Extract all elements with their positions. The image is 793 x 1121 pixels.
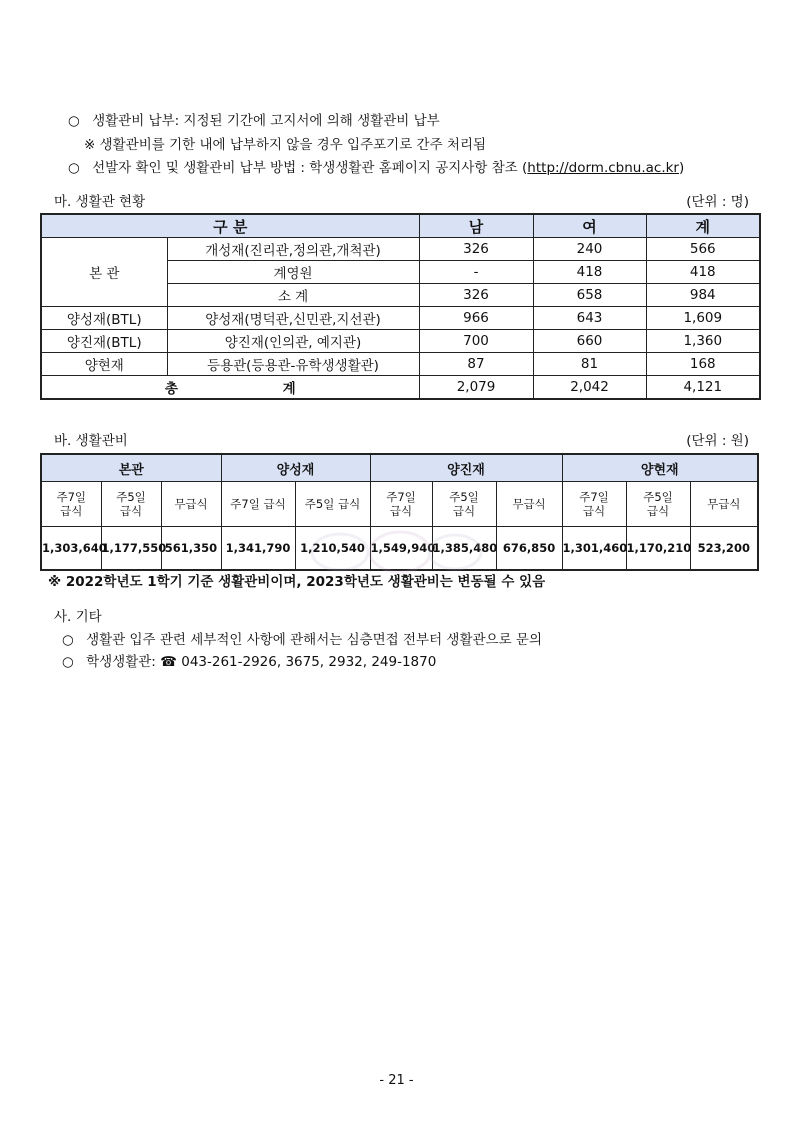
subheader-line: 급식 — [646, 504, 670, 518]
male-cell: - — [419, 261, 533, 284]
name-cell: 양성재(명덕관,신민관,지선관) — [167, 307, 419, 330]
page-number: - 21 - — [379, 1073, 414, 1088]
total-label-b: 계 — [282, 381, 296, 397]
total-cell: 418 — [646, 261, 760, 284]
subheader-cell — [370, 482, 432, 527]
fee-value-cell: 1,385,480 — [432, 527, 496, 571]
fee-group-header-row — [41, 454, 758, 482]
subheader-line: 주5일 — [116, 490, 146, 504]
subheader-cell — [626, 482, 690, 527]
subheader-line: 주5일 — [643, 490, 673, 504]
female-cell: 643 — [533, 307, 646, 330]
group-header: 양진재 — [370, 454, 562, 482]
subheader-line: 주7일 — [579, 490, 609, 504]
total-cell: 566 — [646, 238, 760, 261]
subheader-line: 주7일 — [386, 490, 416, 504]
header-category: 구 분 — [41, 214, 419, 238]
female-cell: 658 — [533, 284, 646, 307]
fee-value-cell: 561,350 — [161, 527, 221, 571]
male-cell: 2,079 — [419, 376, 533, 400]
subheader-line: 급식 — [452, 504, 476, 518]
group-cell: 양진재(BTL) — [41, 330, 167, 353]
total-label-cell — [41, 376, 419, 400]
bullet: ○ — [68, 113, 80, 129]
group-cell: 본 관 — [41, 238, 167, 307]
male-cell: 87 — [419, 353, 533, 376]
male-cell: 326 — [419, 284, 533, 307]
subheader-cell — [432, 482, 496, 527]
subheader-line: 급식 — [582, 504, 606, 518]
group-cell: 양성재(BTL) — [41, 307, 167, 330]
section-ba-unit: (단위 : 원) — [686, 433, 749, 449]
table-header-row — [41, 214, 760, 238]
subheader-line: 급식 — [119, 504, 143, 518]
dormitory-status-table — [40, 213, 761, 400]
name-cell: 양진재(인의관, 예지관) — [167, 330, 419, 353]
total-cell: 4,121 — [646, 376, 760, 400]
female-cell: 2,042 — [533, 376, 646, 400]
subheader-line: 무급식 — [512, 497, 546, 511]
intro-line-3-end: ) — [679, 160, 685, 176]
total-label-a: 총 — [164, 381, 178, 397]
subheader-line: 급식 — [60, 504, 83, 518]
subheader-line: 주7일 — [56, 490, 87, 504]
fee-value-cell: 523,200 — [690, 527, 758, 571]
subheader-cell — [690, 482, 758, 527]
total-cell: 1,360 — [646, 330, 760, 353]
fee-value-cell: 1,177,550 — [101, 527, 161, 571]
section-ma-unit: (단위 : 명) — [686, 194, 749, 210]
intro-line-3-text: 선발자 확인 및 생활관비 납부 방법 : 학생생활관 홈페이지 공지사항 참조 ( — [92, 160, 528, 176]
subheader-line: 무급식 — [707, 497, 741, 511]
intro-line-2: ※ 생활관비를 기한 내에 납부하지 않을 경우 입주포기로 간주 처리됨 — [84, 137, 487, 153]
subheader-cell — [161, 482, 221, 527]
name-cell: 등용관(등용관-유학생생활관) — [167, 353, 419, 376]
subheader-line: 주5일 — [449, 490, 479, 504]
subheader-cell — [221, 482, 295, 527]
name-cell: 계영원 — [167, 261, 419, 284]
group-cell: 양현재 — [41, 353, 167, 376]
fee-value-cell: 1,549,940 — [370, 527, 432, 571]
subheader-cell — [41, 482, 101, 527]
bullet: ○ — [68, 160, 80, 176]
fee-note: ※ 2022학년도 1학기 기준 생활관비이며, 2023학년도 생활관비는 변동될 수 있음 — [48, 574, 546, 590]
subheader-line: 주7일 급식 — [230, 497, 286, 511]
subheader-cell — [295, 482, 370, 527]
subheader-line: 무급식 — [174, 497, 208, 511]
subheader-cell — [496, 482, 562, 527]
total-cell: 984 — [646, 284, 760, 307]
subheader-cell — [562, 482, 626, 527]
section-sa-item-2-text: 학생생활관: ☎ 043-261-2926, 3675, 2932, 249-1870 — [86, 654, 437, 670]
fee-value-cell: 1,341,790 — [221, 527, 295, 571]
table-row — [41, 330, 760, 353]
section-sa-item-1 — [62, 628, 542, 648]
subheader-line: 주5일 급식 — [304, 497, 361, 511]
subheader-line: 급식 — [389, 504, 413, 518]
female-cell: 660 — [533, 330, 646, 353]
male-cell: 326 — [419, 238, 533, 261]
male-cell: 966 — [419, 307, 533, 330]
bullet: ○ — [62, 632, 74, 648]
group-header: 본관 — [41, 454, 221, 482]
female-cell: 418 — [533, 261, 646, 284]
fee-value-cell: 1,210,540 — [295, 527, 370, 571]
group-header: 양현재 — [562, 454, 758, 482]
name-cell: 소 계 — [167, 284, 419, 307]
intro-line-1 — [68, 109, 440, 129]
intro-line-1-text: 생활관비 납부: 지정된 기간에 고지서에 의해 생활관비 납부 — [92, 113, 440, 129]
total-cell: 1,609 — [646, 307, 760, 330]
section-ba-title: 바. 생활관비 — [54, 433, 128, 449]
section-ma-title: 마. 생활관 현황 — [54, 194, 146, 210]
table-total-row — [41, 376, 760, 400]
header-male: 남 — [419, 214, 533, 238]
section-sa-item-2 — [62, 650, 436, 670]
table-row — [41, 307, 760, 330]
header-total: 계 — [646, 214, 760, 238]
total-cell: 168 — [646, 353, 760, 376]
female-cell: 81 — [533, 353, 646, 376]
section-sa-item-1-text: 생활관 입주 관련 세부적인 사항에 관해서는 심층면접 전부터 생활관으로 문의 — [86, 632, 543, 648]
group-header: 양성재 — [221, 454, 370, 482]
table-row — [41, 353, 760, 376]
fee-subheader-row — [41, 482, 758, 527]
fee-value-cell: 1,170,210 — [626, 527, 690, 571]
section-sa-title: 사. 기타 — [54, 609, 102, 625]
female-cell: 240 — [533, 238, 646, 261]
male-cell: 700 — [419, 330, 533, 353]
fee-value-cell: 676,850 — [496, 527, 562, 571]
header-female: 여 — [533, 214, 646, 238]
table-row — [41, 238, 760, 261]
name-cell: 개성재(진리관,정의관,개척관) — [167, 238, 419, 261]
subheader-cell — [101, 482, 161, 527]
dorm-homepage-link[interactable]: http://dorm.cbnu.ac.kr — [527, 160, 679, 176]
intro-line-3 — [68, 156, 684, 176]
bullet: ○ — [62, 654, 74, 670]
fee-value-cell: 1,301,460 — [562, 527, 626, 571]
fee-value-cell: 1,303,640 — [41, 527, 101, 571]
